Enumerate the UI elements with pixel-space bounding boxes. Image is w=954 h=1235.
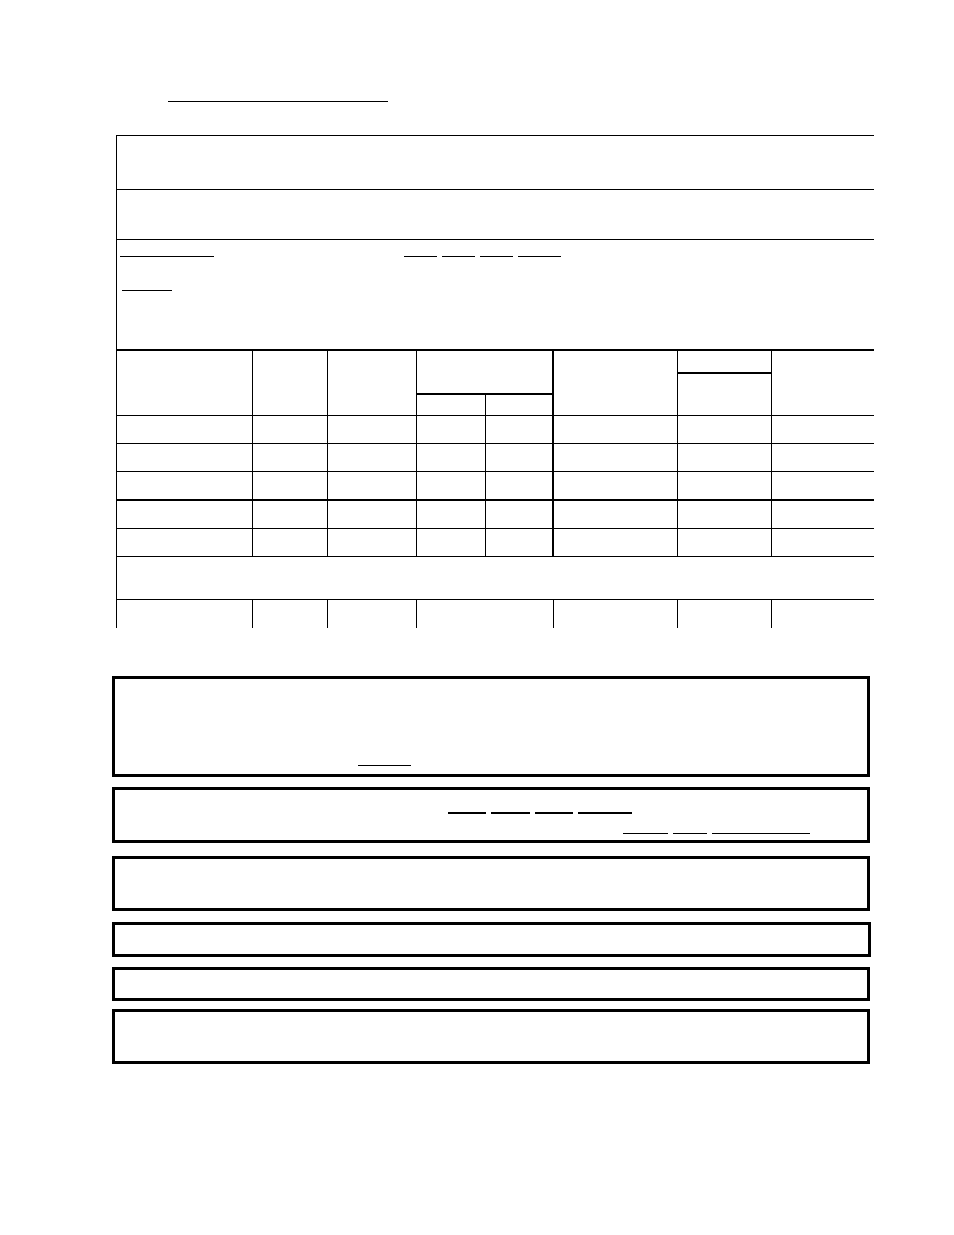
- lower-box-3[interactable]: [112, 856, 870, 911]
- table-total-row[interactable]: [117, 600, 873, 628]
- lower-box-1[interactable]: [112, 676, 870, 777]
- table-row[interactable]: [117, 472, 873, 499]
- form-section-3: [120, 300, 870, 340]
- lower-box-2-blank-7[interactable]: [712, 833, 810, 834]
- section-divider-1: [116, 189, 874, 190]
- lower-box-6[interactable]: [112, 1009, 870, 1064]
- section-3-date-blank-3[interactable]: [480, 256, 513, 257]
- form-top-border: [116, 135, 874, 136]
- header-split-divider: [485, 394, 486, 415]
- table-row[interactable]: [117, 501, 873, 528]
- lower-box-2-blank-5[interactable]: [623, 833, 668, 834]
- section-3-blank-1[interactable]: [120, 256, 214, 257]
- form-section-2[interactable]: [120, 194, 870, 234]
- section-3-blank-2[interactable]: [122, 290, 172, 291]
- lower-box-2-date-blank-2[interactable]: [491, 812, 530, 814]
- lower-box-5[interactable]: [112, 967, 870, 1001]
- lower-box-1-blank[interactable]: [358, 765, 411, 766]
- table-row-line-6: [116, 556, 874, 557]
- table-top-border: [116, 349, 874, 351]
- table-row[interactable]: [117, 529, 873, 556]
- section-3-date-blank-2[interactable]: [442, 256, 475, 257]
- form-section-1[interactable]: [120, 140, 870, 185]
- header-subgroup-rule: [678, 372, 772, 374]
- lower-box-2[interactable]: [112, 787, 870, 843]
- table-note-row[interactable]: [120, 560, 870, 596]
- lower-box-4[interactable]: [112, 922, 871, 957]
- section-3-date-blank-4[interactable]: [518, 256, 561, 257]
- lower-box-2-date-blank-1[interactable]: [448, 812, 486, 814]
- section-3-date-blank-1[interactable]: [404, 256, 437, 257]
- header-blank-line[interactable]: [168, 101, 388, 102]
- lower-box-2-date-blank-3[interactable]: [535, 812, 573, 814]
- table-row[interactable]: [117, 444, 873, 471]
- lower-box-2-blank-6[interactable]: [673, 833, 707, 834]
- section-divider-2: [116, 239, 874, 240]
- table-row[interactable]: [117, 416, 873, 443]
- lower-box-2-date-blank-4[interactable]: [578, 812, 632, 814]
